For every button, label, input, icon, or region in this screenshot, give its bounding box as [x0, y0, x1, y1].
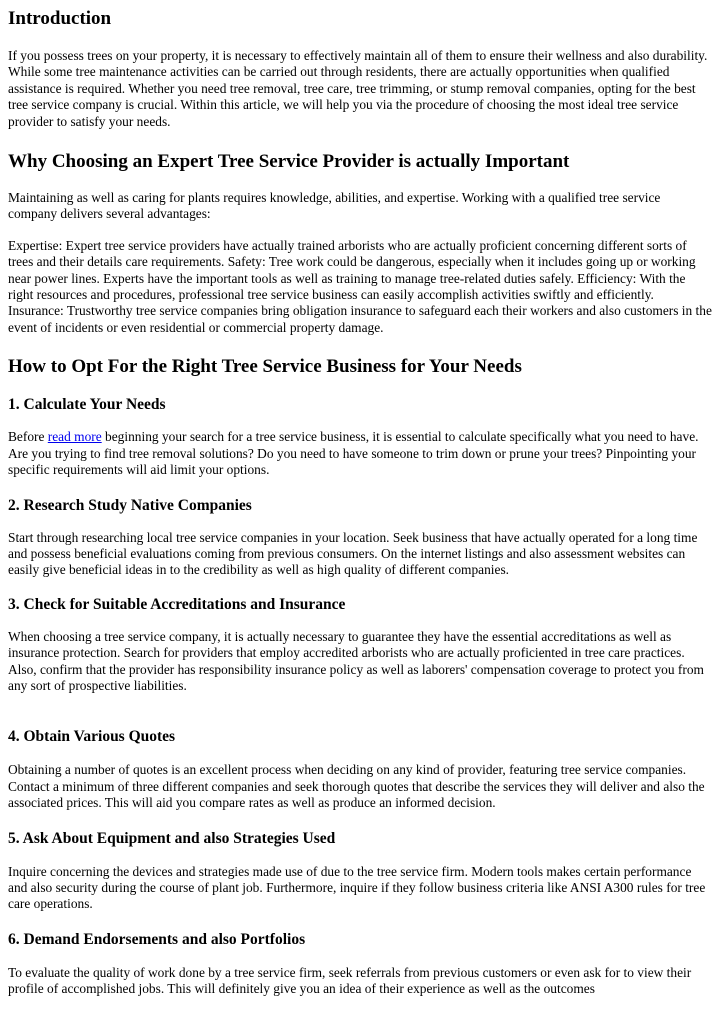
- step1-text-before: Before: [8, 429, 48, 445]
- step5-heading: 5. Ask About Equipment and also Strategies Used: [8, 829, 336, 847]
- step2-paragraph: Start through researching local tree service companies in your location. Seek business that have actually operated for a long time and possess beneficial evaluations coming from previous consumers. On the internet listings and also assessment websites can easily give beneficial ideas in to the credibility as well as high quality of different companies.: [8, 529, 698, 578]
- article: [0, 7, 712, 998]
- how-heading: How to Opt For the Right Tree Service Business for Your Needs: [8, 356, 522, 378]
- why-paragraph-2: Expertise: Expert tree service providers have actually trained arborists who are actually proficient concerning different sorts of trees and their details care requirements. Safety: Tree work could be dangerous, especially when it includes going up or working near power lines. Experts have the important tools as well as training to manage tree-related duties safely. Efficiency: With the right resources and procedures, professional tree service business can easily accomplish activities swiftly and efficiently. Insurance: Trustworthy tree service companies bring obligation insurance to safeguard each their workers and also customers in the event of incidents or even residential or commercial property damage.: [8, 237, 712, 335]
- why-paragraph-1: Maintaining as well as caring for plants requires knowledge, abilities, and expertise. Working with a qualified tree service company delivers several advantages:: [8, 190, 661, 222]
- step6-paragraph: To evaluate the quality of work done by a tree service firm, seek referrals from previous customers or even ask for to view their profile of accomplished jobs. This will definitely give you an idea of their experience as well as the outcomes: [8, 964, 692, 997]
- step5-paragraph: Inquire concerning the devices and strategies made use of due to the tree service firm. Modern tools makes certain performance and also security during the course of plant job. Furthermore, inquire if they follow business criteria like ANSI A300 rules for tree care operations.: [8, 863, 706, 912]
- step4-heading: 4. Obtain Various Quotes: [8, 728, 176, 746]
- step4-paragraph: Obtaining a number of quotes is an excellent process when deciding on any kind of provider, featuring tree service companies. Contact a minimum of three different companies and seek thorough quotes that describe the services they will deliver and also the associated prices. This will aid you compare rates as well as produce an informed decision.: [8, 762, 705, 811]
- step6-heading: 6. Demand Endorsements and also Portfolios: [8, 930, 306, 948]
- step2-heading: 2. Research Study Native Companies: [8, 496, 252, 514]
- intro-heading: Introduction: [8, 8, 112, 29]
- step1-paragraph: [8, 429, 712, 478]
- why-heading: Why Choosing an Expert Tree Service Provider is actually Important: [8, 151, 570, 173]
- intro-paragraph: If you possess trees on your property, it is necessary to effectively maintain all of them to ensure their wellness and also durability. While some tree maintenance activities can be carried out through residents, there are actually opportunities when qualified assistance is required. Whether you need tree removal, tree care, tree trimming, or stump removal companies, opting for the best tree service company is crucial. Within this article, we will help you via the procedure of choosing the most ideal tree service provider to satisfy your needs.: [8, 48, 708, 129]
- step3-paragraph: When choosing a tree service company, it is actually necessary to guarantee they have the essential accreditations as well as insurance protection. Search for providers that employ accredited arborists who are actually proficiented in tree care practices. Also, confirm that the provider has responsibility insurance policy as well as laborers' compensation coverage to protect you from any sort of prospective liabilities.: [8, 628, 704, 693]
- step1-text-after: beginning your search for a tree service business, it is essential to calculate specifically what you need to have. Are you trying to find tree removal solutions? Do you need to have someone to trim down or prune your trees? Pinpointing your specific requirements will aid limit your options.: [8, 429, 699, 478]
- step1-heading: 1. Calculate Your Needs: [8, 396, 166, 414]
- read-more-link[interactable]: read more: [47, 429, 102, 445]
- step3-heading: 3. Check for Suitable Accreditations and Insurance: [8, 595, 346, 613]
